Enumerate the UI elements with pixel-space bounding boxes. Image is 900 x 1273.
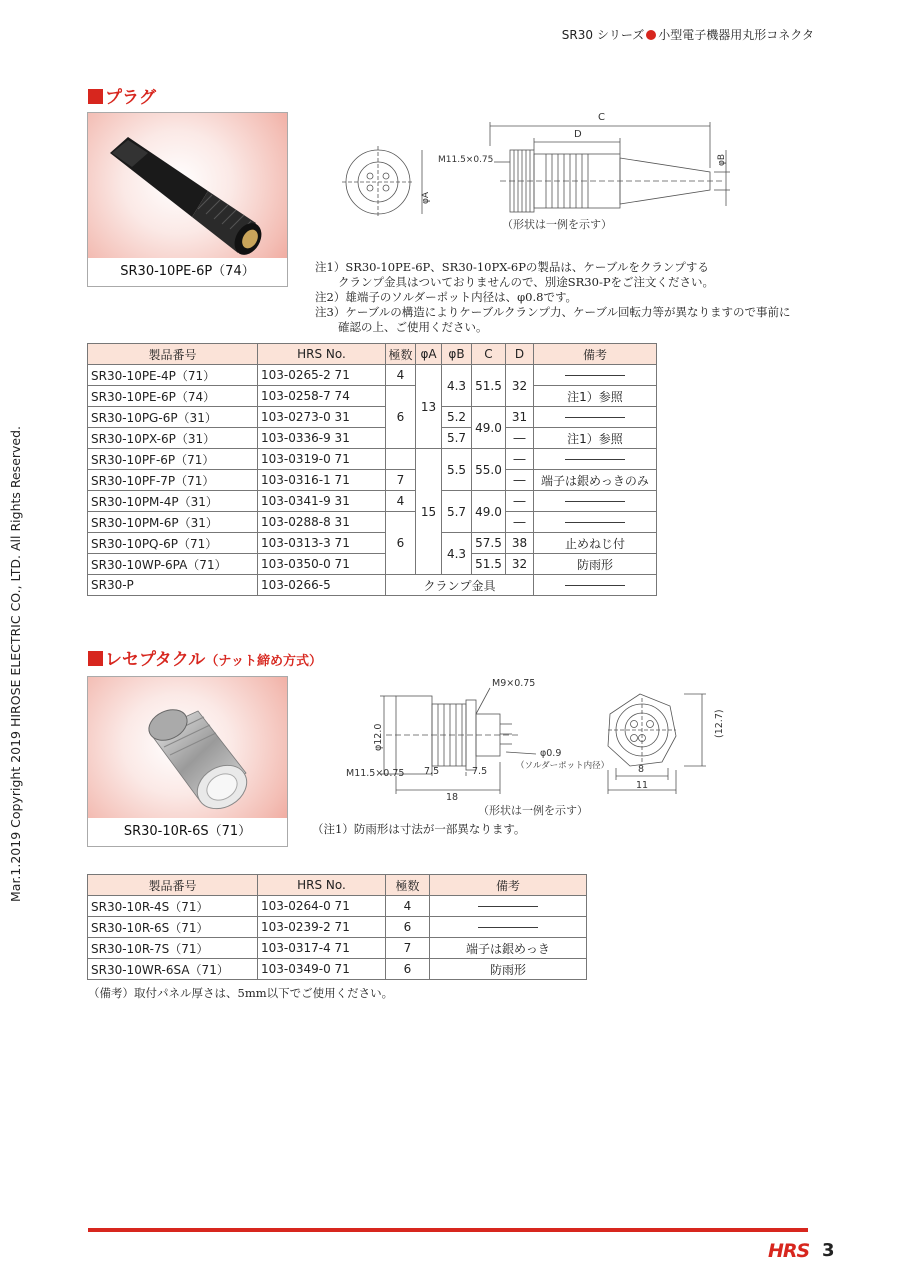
plug-illustration (88, 113, 287, 263)
dim-75b: 7.5 (472, 766, 488, 777)
table-header-row (88, 875, 587, 896)
col-header: 備考 (430, 875, 587, 896)
receptacle-dimension-labels (346, 678, 725, 817)
panel-remark: （備考）取付パネル厚さは、5mm以下でご使用ください。 (88, 986, 394, 1000)
red-square-icon (88, 89, 103, 104)
pin-count: 6 (386, 386, 416, 449)
col-header: 製品番号 (88, 875, 258, 896)
pin-count: 4 (386, 365, 416, 386)
plug-notes (315, 260, 790, 335)
col-header: C (472, 344, 506, 365)
part-number: SR30-10PX-6P（31） (88, 428, 258, 449)
pin-count: 7 (386, 938, 430, 959)
plug-title-text: プラグ (105, 88, 156, 108)
plug-photo (87, 112, 288, 287)
hrs-number: 103-0316-1 71 (258, 470, 386, 491)
plug-section-title (88, 83, 156, 108)
part-number: SR30-10PG-6P（31） (88, 407, 258, 428)
part-number: SR30-P (88, 575, 258, 596)
dim-a-value: 13 (416, 365, 442, 449)
plug-drawing (330, 110, 750, 240)
table-row (88, 554, 657, 575)
footer-rule (88, 1228, 808, 1232)
remark: ――――― (430, 896, 587, 917)
part-number: SR30-10PM-6P（31） (88, 512, 258, 533)
table-row (88, 959, 587, 980)
part-number: SR30-10R-6S（71） (88, 917, 258, 938)
red-dot-icon (646, 30, 656, 40)
table-row (88, 512, 657, 533)
dim-b-value: 4.3 (442, 365, 472, 407)
table-row (88, 896, 587, 917)
remark: ――――― (534, 407, 657, 428)
dim-d-value: ― (506, 470, 534, 491)
dim-d-value: 31 (506, 407, 534, 428)
dim-a: φA (421, 191, 431, 204)
dim-c: C (598, 112, 605, 123)
col-header: φA (416, 344, 442, 365)
col-header: φB (442, 344, 472, 365)
dim-09: φ0.9 (540, 748, 562, 759)
thread-label: M11.5×0.75 (438, 155, 494, 165)
hrs-number: 103-0349-0 71 (258, 959, 386, 980)
dim-b-value: 5.7 (442, 491, 472, 533)
hrs-number: 103-0273-0 31 (258, 407, 386, 428)
clamp-label: クランプ金具 (386, 575, 534, 596)
remark: 止めねじ付 (534, 533, 657, 554)
dim-d-value: 32 (506, 554, 534, 575)
plug-photo-caption: SR30-10PE-6P（74） (88, 258, 287, 286)
pin-count: 6 (386, 917, 430, 938)
hrs-number: 103-0313-3 71 (258, 533, 386, 554)
receptacle-drawing (340, 672, 730, 818)
receptacle-title-text: レセプタクル (105, 650, 206, 670)
dim-127: (12.7) (714, 709, 725, 738)
dim-11: 11 (636, 780, 649, 791)
pin-count: 6 (386, 959, 430, 980)
dim-d: D (574, 129, 582, 140)
col-header: HRS No. (258, 875, 386, 896)
hrs-number: 103-0258-7 74 (258, 386, 386, 407)
col-header: D (506, 344, 534, 365)
table-row (88, 428, 657, 449)
dim-a-value: 15 (416, 449, 442, 575)
col-header: 備考 (534, 344, 657, 365)
note-line: 注1）SR30-10PE-6P、SR30-10PX-6Pの製品は、ケーブルをクランプする (315, 260, 709, 274)
hrs-number: 103-0319-0 71 (258, 449, 386, 470)
receptacle-section-title (88, 645, 322, 670)
table-row (88, 575, 657, 596)
solder-pot-label: （ソルダーポット内径） (516, 761, 610, 771)
table-row (88, 938, 587, 959)
dim-18: 18 (446, 792, 459, 803)
note-line: 注3）ケーブルの構造によりケーブルクランプ力、ケーブル回転力等が異なりますので事前に (315, 305, 791, 319)
hrs-number: 103-0341-9 31 (258, 491, 386, 512)
page-header (562, 26, 814, 43)
table-row (88, 449, 657, 470)
receptacle-photo-caption: SR30-10R-6S（71） (88, 818, 287, 846)
dim-8: 8 (638, 764, 645, 775)
header-title: 小型電子機器用丸形コネクタ (658, 28, 814, 42)
table-row (88, 470, 657, 491)
hrs-number: 103-0288-8 31 (258, 512, 386, 533)
remark: 防雨形 (534, 554, 657, 575)
col-header: 製品番号 (88, 344, 258, 365)
part-number: SR30-10PE-4P（71） (88, 365, 258, 386)
dim-d-value: ― (506, 491, 534, 512)
part-number: SR30-10PM-4P（31） (88, 491, 258, 512)
note-line: 注2）雄端子のソルダーポット内径は、φ0.8です。 (315, 290, 578, 304)
hrs-logo: HRS (768, 1240, 810, 1262)
col-header: HRS No. (258, 344, 386, 365)
dim-c-value: 49.0 (472, 407, 506, 449)
copyright-notice: Mar.1.2019 Copyright 2019 HIROSE ELECTRIC CO., LTD. All Rights Reserved. (8, 425, 23, 902)
dim-b: φB (717, 153, 727, 166)
plug-shape-note: （形状は一例を示す） (502, 218, 612, 231)
remark: 注1）参照 (534, 428, 657, 449)
remark: ――――― (534, 512, 657, 533)
dim-c-value: 57.5 (472, 533, 506, 554)
dim-b-value: 5.7 (442, 428, 472, 449)
plug-spec-table (87, 343, 657, 596)
part-number: SR30-10PE-6P（74） (88, 386, 258, 407)
remark: 端子は銀めっき (430, 938, 587, 959)
hrs-number: 103-0317-4 71 (258, 938, 386, 959)
note-line: 確認の上、ご使用ください。 (315, 320, 488, 334)
hrs-number: 103-0239-2 71 (258, 917, 386, 938)
receptacle-shape-note: （形状は一例を示す） (478, 804, 588, 817)
pin-count: 6 (386, 512, 416, 575)
table-header-row (88, 344, 657, 365)
hrs-number: 103-0266-5 (258, 575, 386, 596)
pin-count: 7 (386, 470, 416, 491)
table-row (88, 533, 657, 554)
hrs-number: 103-0336-9 31 (258, 428, 386, 449)
remark: ――――― (534, 491, 657, 512)
dim-m115: M11.5×0.75 (346, 768, 405, 779)
dim-c-value: 55.0 (472, 449, 506, 491)
dim-d-value: ― (506, 428, 534, 449)
col-header: 極数 (386, 344, 416, 365)
page-number: 3 (822, 1240, 835, 1261)
plug-dimension-labels (421, 112, 727, 231)
receptacle-spec-table (87, 874, 587, 980)
note-line: クランプ金具はついておりませんので、別途SR30-Pをご注文ください。 (315, 275, 715, 289)
receptacle-note: （注1）防雨形は寸法が一部異なります。 (312, 822, 526, 836)
hrs-number: 103-0265-2 71 (258, 365, 386, 386)
part-number: SR30-10PF-7P（71） (88, 470, 258, 491)
pin-count-empty (386, 449, 416, 470)
red-square-icon (88, 651, 103, 666)
hrs-number: 103-0264-0 71 (258, 896, 386, 917)
dim-c-value: 51.5 (472, 554, 506, 575)
receptacle-subtitle: （ナット締め方式） (205, 654, 323, 669)
receptacle-photo (87, 676, 288, 847)
remark: 注1）参照 (534, 386, 657, 407)
dim-d-value: ― (506, 449, 534, 470)
dim-b-value: 4.3 (442, 533, 472, 575)
col-header: 極数 (386, 875, 430, 896)
table-row (88, 917, 587, 938)
hrs-number: 103-0350-0 71 (258, 554, 386, 575)
remark: ――――― (534, 449, 657, 470)
table-row (88, 407, 657, 428)
remark: ――――― (534, 365, 657, 386)
remark: 防雨形 (430, 959, 587, 980)
dim-75a: 7.5 (424, 766, 440, 777)
dim-c-value: 51.5 (472, 365, 506, 407)
table-row (88, 386, 657, 407)
dim-b-value: 5.2 (442, 407, 472, 428)
receptacle-illustration (88, 677, 287, 817)
dim-c-value: 49.0 (472, 491, 506, 533)
dim-b-value: 5.5 (442, 449, 472, 491)
dim-d-value: ― (506, 512, 534, 533)
remark: 端子は銀めっきのみ (534, 470, 657, 491)
part-number: SR30-10R-4S（71） (88, 896, 258, 917)
pin-count: 4 (386, 896, 430, 917)
part-number: SR30-10PQ-6P（71） (88, 533, 258, 554)
table-row (88, 491, 657, 512)
part-number: SR30-10WR-6SA（71） (88, 959, 258, 980)
part-number: SR30-10R-7S（71） (88, 938, 258, 959)
part-number: SR30-10PF-6P（71） (88, 449, 258, 470)
pin-count: 4 (386, 491, 416, 512)
dim-d-value: 32 (506, 365, 534, 407)
dim-d12: φ12.0 (373, 723, 384, 751)
dim-m9: M9×0.75 (492, 678, 536, 689)
part-number: SR30-10WP-6PA（71） (88, 554, 258, 575)
series-label: SR30 シリーズ (561, 28, 645, 42)
remark: ――――― (534, 575, 657, 596)
table-row (88, 365, 657, 386)
dim-d-value: 38 (506, 533, 534, 554)
remark: ――――― (430, 917, 587, 938)
